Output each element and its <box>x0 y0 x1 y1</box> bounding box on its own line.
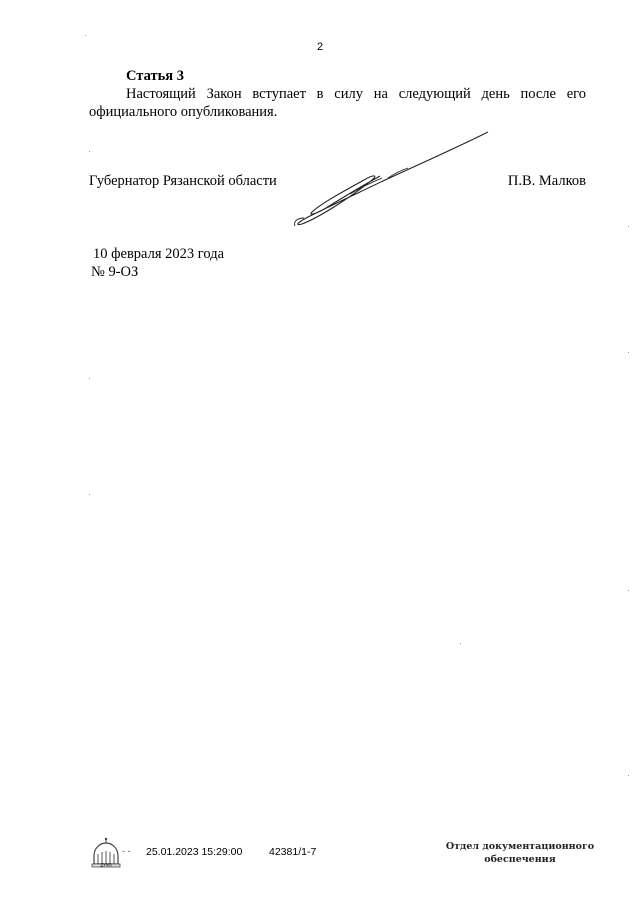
scan-speck <box>89 378 90 379</box>
stamp-line2: обеспечения <box>484 854 556 865</box>
department-stamp <box>440 840 600 866</box>
signatory-name: П.В. Малков <box>507 173 586 189</box>
scan-speck <box>628 590 629 591</box>
enactment-date: 10 февраля 2023 года <box>93 246 225 262</box>
scan-speck <box>628 352 629 353</box>
scan-speck <box>89 494 90 495</box>
scan-speck <box>85 35 86 36</box>
signatory-title: Губернатор Рязанской области <box>89 173 277 189</box>
footer-dashes: - - <box>122 846 131 856</box>
law-number: № 9-ОЗ <box>91 264 139 280</box>
stamp-line1: Отдел документационного <box>445 841 595 852</box>
duma-logo <box>88 836 124 872</box>
duma-logo-text: ДУМА <box>100 862 112 868</box>
footer-registration-number: 42381/1-7 <box>269 846 317 858</box>
page-number: 2 <box>316 41 324 53</box>
article-text-line2: официального опубликования. <box>89 104 278 120</box>
scan-speck <box>89 151 90 152</box>
scan-speck <box>460 643 461 644</box>
article-text-line1: Настоящий Закон вступает в силу на следующий день после его <box>126 86 586 102</box>
scan-speck <box>628 775 629 776</box>
article-heading: Статья 3 <box>126 68 184 84</box>
signature-image <box>290 128 500 233</box>
footer-timestamp: 25.01.2023 15:29:00 <box>146 846 243 858</box>
scan-speck <box>628 226 629 227</box>
